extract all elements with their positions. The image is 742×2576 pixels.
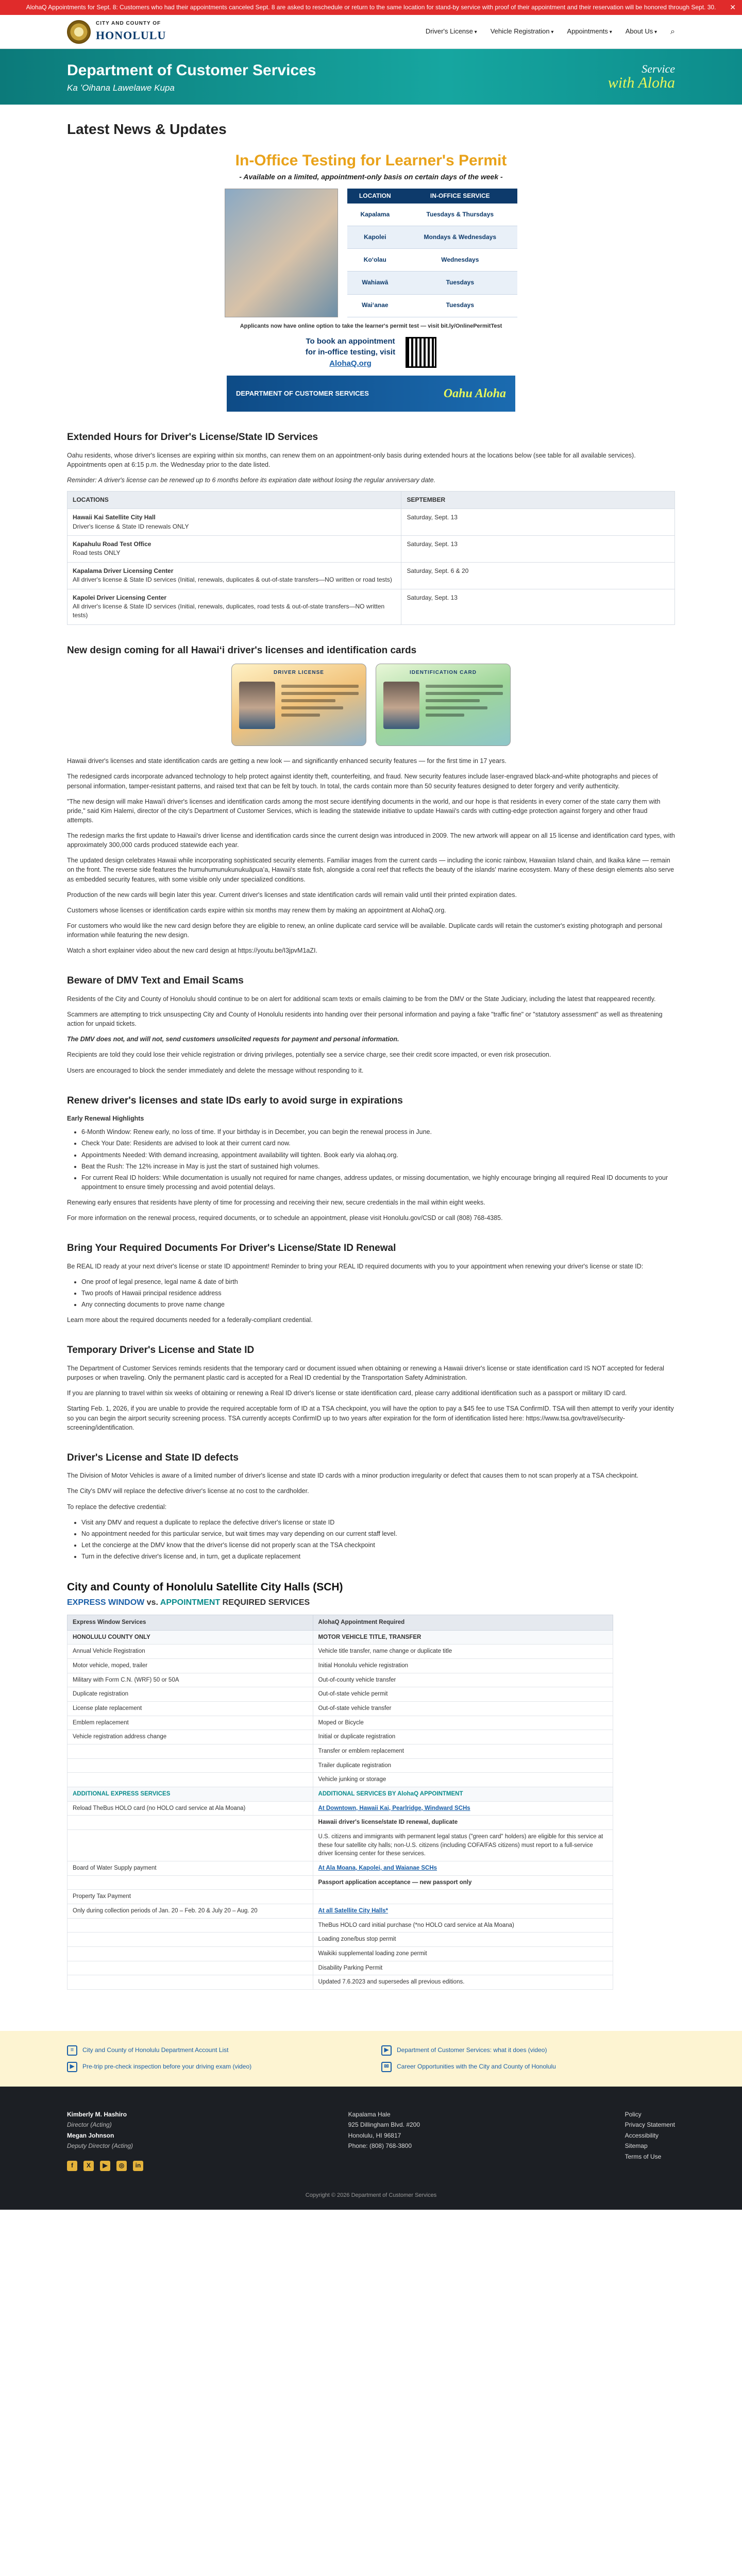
- footer-directors: Kimberly M. Hashiro Director (Acting) Megan Johnson Deputy Director (Acting) f X ▶ ◎ in: [67, 2109, 143, 2171]
- top-navigation: [0, 15, 742, 49]
- table-cell: Military with Form C.N. (WRF) 50 or 50A: [68, 1673, 313, 1687]
- table-row: [68, 1701, 613, 1716]
- footer-link[interactable]: Privacy Statement: [625, 2121, 675, 2129]
- table-header: Express Window Services: [68, 1615, 313, 1630]
- table-cell: Moped or Bicycle: [313, 1716, 613, 1730]
- table-row: [68, 1861, 613, 1875]
- table-row: [68, 1645, 613, 1659]
- table-cell: Vehicle registration address change: [68, 1730, 313, 1744]
- paragraph: The Division of Motor Vehicles is aware of a limited number of driver's license and state ID cards with a minor production irregularity or defect that causes them to not scan properly at a TSA checkpoint.: [67, 1472, 638, 1480]
- highlights-title: Early Renewal Highlights: [67, 1115, 144, 1123]
- table-header: LOCATION: [347, 189, 403, 204]
- flyer-booking: To book an appointment for in-office testing, visit AlohaQ.org: [211, 336, 531, 369]
- flyer-title: In-Office Testing for Learner's Permit: [235, 151, 507, 169]
- table-cell: At all Satellite City Halls*: [313, 1904, 613, 1918]
- close-icon[interactable]: ✕: [730, 3, 736, 11]
- table-cell: Out-of-state vehicle permit: [313, 1687, 613, 1702]
- table-row: Kapalama Tuesdays & Thursdays: [347, 204, 517, 226]
- table-header: LOCATIONS: [68, 491, 401, 509]
- table-row: [68, 1975, 613, 1990]
- table-cell: Annual Vehicle Registration: [68, 1645, 313, 1659]
- table-cell: Out-of-state vehicle transfer: [313, 1701, 613, 1716]
- table-header: IN-OFFICE SERVICE: [403, 189, 517, 204]
- list-item: • For current Real ID holders: While documentation is usually not required for name changes, address updates, or missing documentation, we highly encourage bringing all required Real ID documents to your appointment to ensure timely processing and avoid potential delays.: [81, 1173, 675, 1192]
- paragraph: "The new design will make Hawai'i driver's licenses and identification cards among the most secure identifying documents in the world, and our hope is that residents in every corner of the state carry them with pride," said Kim Halemi, director of the city's Department of Customer Services, which is leading the statewide initiative to update Hawaii's cards with cutting-edge protection against forgery and other fraud attempts.: [67, 798, 661, 824]
- table-row: Koʻolau Wednesdays: [347, 249, 517, 272]
- section-title-required-documents: Bring Your Required Documents For Driver's License/State ID Renewal: [67, 1243, 396, 1254]
- table-row: [68, 1918, 613, 1933]
- table-cell: Transfer or emblem replacement: [313, 1744, 613, 1758]
- table-cell: [68, 1961, 313, 1975]
- flyer-availability: - Available on a limited, appointment-only basis on certain days of the week -: [239, 173, 503, 181]
- paragraph: For more information on the renewal process, required documents, or to schedule an appointment, please visit Honolulu.gov/CSD or call (808) 768-4385.: [67, 1214, 503, 1222]
- social-links: [67, 2161, 143, 2171]
- link-pretrip-video[interactable]: ▶ Pre-trip pre-check inspection before your driving exam (video): [67, 2062, 361, 2072]
- list-item: • Two proofs of Hawaii principal residence address: [81, 1289, 675, 1298]
- site-footer: [0, 2087, 742, 2210]
- city-seal-icon: [67, 20, 91, 44]
- table-row: [68, 1801, 613, 1816]
- table-cell: Waikiki supplemental loading zone permit: [313, 1946, 613, 1961]
- section-title-scams: Beware of DMV Text and Email Scams: [67, 975, 244, 987]
- x-icon[interactable]: X: [83, 2161, 94, 2171]
- flyer-schedule-table: [347, 189, 517, 317]
- section-title-renew-early: Renew driver's licenses and state IDs early to avoid surge in expirations: [67, 1095, 403, 1106]
- table-cell: ADDITIONAL SERVICES BY AlohaQ APPOINTMENT: [313, 1787, 613, 1801]
- table-row: Kapalama Driver Licensing Center All driver's license & State ID services (Initial, renewals, duplicates & out-of-state transfers—NO written or road tests) Saturday, Sept. 6 & 20: [68, 562, 675, 589]
- table-cell: [68, 1933, 313, 1947]
- table-cell: MOTOR VEHICLE TITLE, TRANSFER: [313, 1630, 613, 1645]
- table-row: [68, 1773, 613, 1787]
- flyer-photo: [225, 189, 338, 317]
- table-cell: TheBus HOLO card initial purchase (*no HOLO card service at Ala Moana): [313, 1918, 613, 1933]
- instagram-icon[interactable]: ◎: [116, 2161, 127, 2171]
- paragraph: For customers who would like the new card design before they are eligible to renew, an online duplicate card service will be available. Duplicate cards will retain the customer's existing photograph and personal information while featuring the new design.: [67, 922, 663, 939]
- hero-banner: [0, 49, 742, 105]
- alert-text: AlohaQ Appointments for Sept. 8: Customers who had their appointments canceled Sept. 8 are asked to reschedule or return to the same location for stand-by service with proof of their appointment and their reservation will be honored through Sept. 30.: [26, 4, 716, 11]
- table-row: Kapahulu Road Test Office Road tests ONLY Saturday, Sept. 13: [68, 536, 675, 563]
- flyer-note: Applicants now have online option to take the learner's permit test — visit bit.ly/OnlinePermitTest: [240, 323, 502, 329]
- table-cell: [68, 1758, 313, 1773]
- play-icon: ▶: [67, 2062, 77, 2072]
- paragraph: The updated design celebrates Hawaii while incorporating sophisticated security elements. Familiar images from the current cards — including the iconic rainbow, Hawaiian Island chain, and Ikaika kāne — remain on the front. The reverse side features the humuhumunukunukuāpuaʻa, Hawaii's state fish, alongside a coral reef that reflects the beauty of the islands' marine ecosystem. Many of these design elements also serve as embedded security features, with some visible only under specialized conditions.: [67, 857, 674, 883]
- table-row: [68, 1687, 613, 1702]
- driver-license-card-image: DRIVER LICENSE: [231, 664, 366, 746]
- brand-line2: HONOLULU: [96, 29, 166, 42]
- list-item: • Beat the Rush: The 12% increase in May is just the start of sustained high volumes.: [81, 1162, 675, 1171]
- footer-policy-links: [625, 2109, 675, 2171]
- table-row: [68, 1890, 613, 1904]
- table-row: [68, 1744, 613, 1758]
- license-card-images: [67, 664, 675, 746]
- extended-hours-table: [67, 491, 675, 625]
- table-cell: Vehicle junking or storage: [313, 1773, 613, 1787]
- table-row: Kapolei Mondays & Wednesdays: [347, 226, 517, 249]
- table-cell: At Ala Moana, Kapolei, and Waianae SCHs: [313, 1861, 613, 1875]
- table-row: [68, 1875, 613, 1890]
- learner-permit-flyer: [211, 149, 531, 412]
- paragraph: The redesign marks the first update to Hawaii's driver license and identification cards since the current design was introduced in 2009. The new artwork will appear on all 15 license and identification card types, with approximately 300,000 cards produced statewide each year.: [67, 832, 675, 849]
- table-row: [68, 1904, 613, 1918]
- brand-line1: CITY AND COUNTY OF: [96, 20, 161, 26]
- paragraph: Customers whose licenses or identification cards expire within six months may renew them by making an appointment at AlohaQ.org.: [67, 906, 446, 914]
- sch-services-table: [67, 1615, 613, 1990]
- table-row: Kapolei Driver Licensing Center All driver's license & State ID services (Initial, renewals, duplicates, road tests & out-of-state transfers—NO written tests) Saturday, Sept. 13: [68, 589, 675, 624]
- table-cell: [68, 1744, 313, 1758]
- list-item: • Check Your Date: Residents are advised to look at their current card now.: [81, 1139, 675, 1148]
- table-cell: Passport application acceptance — new passport only: [313, 1875, 613, 1890]
- table-cell: Disability Parking Permit: [313, 1961, 613, 1975]
- section-title-new-design: New design coming for all Hawaiʻi driver's licenses and identification cards: [67, 645, 417, 656]
- highlights-list: [81, 1127, 675, 1192]
- paragraph: The Department of Customer Services reminds residents that the temporary card or document issued when obtaining or renewing a Hawaii driver's license or state identification card IS NOT accepted for federal purposes or when traveling. Only the permanent plastic card is accepted for a Real ID credential by the Transportation Safety Administration.: [67, 1365, 664, 1382]
- table-row: [68, 1716, 613, 1730]
- footer-link[interactable]: Sitemap: [625, 2142, 648, 2150]
- paragraph: Scammers are attempting to trick unsuspecting City and County of Honolulu residents into handing over their personal information and paying a fake "traffic fine" or "statutory assessment" as well as threatening action for unpaid tickets.: [67, 1011, 663, 1028]
- nav-vehicle-registration[interactable]: Vehicle Registration ▾: [491, 27, 554, 37]
- table-row: Wahiawā Tuesdays: [347, 272, 517, 294]
- paragraph: Users are encouraged to block the sender immediately and delete the message without responding to it.: [67, 1066, 364, 1074]
- table-cell: Hawaii driver's license/state ID renewal, duplicate: [313, 1816, 613, 1830]
- section-title-extended-hours: Extended Hours for Driver's License/State ID Services: [67, 431, 318, 443]
- table-cell: [68, 1975, 313, 1990]
- link-account-list[interactable]: ≡ City and County of Honolulu Department Account List: [67, 2045, 361, 2056]
- table-cell: Out-of-county vehicle transfer: [313, 1673, 613, 1687]
- section-title-temporary-license: Temporary Driver's License and State ID: [67, 1345, 255, 1356]
- list-item: • One proof of legal presence, legal name & date of birth: [81, 1277, 675, 1286]
- table-row: [68, 1829, 613, 1861]
- footer-link[interactable]: Policy: [625, 2110, 642, 2118]
- nav-appointments[interactable]: Appointments ▾: [567, 27, 612, 37]
- table-cell: At Downtown, Hawaii Kai, Pearlridge, Windward SCHs: [313, 1801, 613, 1816]
- qr-code-icon: [406, 337, 436, 368]
- table-cell: Board of Water Supply payment: [68, 1861, 313, 1875]
- page-title: Latest News & Updates: [67, 121, 227, 138]
- table-cell: [68, 1829, 313, 1861]
- mail-icon: ✉: [381, 2062, 392, 2072]
- table-cell: Duplicate registration: [68, 1687, 313, 1702]
- table-row: [68, 1933, 613, 1947]
- facebook-icon[interactable]: f: [67, 2161, 77, 2171]
- table-cell: HONOLULU COUNTY ONLY: [68, 1630, 313, 1645]
- paragraph: If you are planning to travel within six weeks of obtaining or renewing a Real ID driver's license or state identification card, please carry additional identification such as a passport or military ID card.: [67, 1389, 627, 1397]
- list-item: • Appointments Needed: With demand increasing, appointment availability will tighten. Book early via alohaq.org.: [81, 1150, 675, 1160]
- paragraph: Watch a short explainer video about the new card design at https://youtu.be/I3jpvM1aZI.: [67, 947, 317, 955]
- table-cell: [68, 1773, 313, 1787]
- table-cell: Property Tax Payment: [68, 1890, 313, 1904]
- section-title-satellite-city-halls: City and County of Honolulu Satellite City Halls (SCH): [67, 1581, 343, 1594]
- list-item: • 6-Month Window: Renew early, no loss of time. If your birthday is in December, you can begin the renewal process in June.: [81, 1127, 675, 1137]
- paragraph: The redesigned cards incorporate advanced technology to help protect against identity theft, counterfeiting, and fraud. New security features include laser-engraved black-and-white photographs and pieces of personal information, tamper-resistant patterns, and raised text that can be felt by touch. In total, the cards contain more than 50 security features designed to deter forgery and verify authenticity.: [67, 773, 658, 790]
- main-content: [67, 105, 675, 2010]
- paragraph: Oahu residents, whose driver's licenses are expiring within six months, can renew them on an appointment-only basis during extended hours at the locations below (see table for all available services). Appointments open at 6:15 p.m. the Wednesday prior to the date listed.: [67, 451, 636, 468]
- table-cell: [313, 1890, 613, 1904]
- defects-steps-list: [81, 1518, 675, 1562]
- main-menu: [426, 26, 675, 38]
- table-cell: Updated 7.6.2023 and supersedes all previous editions.: [313, 1975, 613, 1990]
- quick-links-band: [0, 2031, 742, 2087]
- table-cell: U.S. citizens and immigrants with permanent legal status ("green card" holders) are eligible for this service at these four satellite city halls; non-U.S. citizens (including COFA/FAS citizens) must report to a full-service driver licensing center for these services.: [313, 1829, 613, 1861]
- required-docs-list: [81, 1277, 675, 1309]
- linkedin-icon[interactable]: in: [133, 2161, 143, 2171]
- department-title: Department of Customer Services: [67, 62, 316, 79]
- paragraph: Be REAL ID ready at your next driver's license or state ID appointment! Reminder to bring your REAL ID required documents with you to your appointment when renewing your driver's license or state ID:: [67, 1262, 644, 1270]
- footer-link[interactable]: Terms of Use: [625, 2153, 662, 2160]
- reminder-text: Reminder: A driver's license can be renewed up to 6 months before its expiration date without losing the regular anniversary date.: [67, 476, 436, 484]
- table-row: [68, 1630, 613, 1645]
- table-cell: Trailer duplicate registration: [313, 1758, 613, 1773]
- paragraph: Starting Feb. 1, 2026, if you are unable to provide the required acceptable form of ID at a TSA checkpoint, you will have the option to pay a $45 fee to use TSA ConfirmID. TSA will then attempt to verify your identity so you can begin the airport security screening process. TSA currently accepts ConfirmID up to two years after expiration for the form of identification listed here: https://www.tsa.gov/travel/security-screening/identification.: [67, 1405, 674, 1431]
- table-cell: Reload TheBus HOLO card (no HOLO card service at Ala Moana): [68, 1801, 313, 1816]
- service-with-aloha-logo: Service with Aloha: [608, 62, 675, 92]
- table-cell: [68, 1918, 313, 1933]
- table-cell: Loading zone/bus stop permit: [313, 1933, 613, 1947]
- alert-banner: [0, 0, 742, 15]
- paragraph: Production of the new cards will begin later this year. Current driver's licenses and state identification cards will remain valid until their printed expiration dates.: [67, 891, 517, 899]
- link-careers[interactable]: ✉ Career Opportunities with the City and County of Honolulu: [381, 2062, 675, 2072]
- footer-address: Kapalama Hale 925 Dillingham Blvd. #200 Honolulu, HI 96817 Phone: (808) 768-3800: [348, 2110, 420, 2150]
- table-row: [68, 1961, 613, 1975]
- youtube-icon[interactable]: ▶: [100, 2161, 110, 2171]
- paragraph: Residents of the City and County of Honolulu should continue to be on alert for additional scam texts or emails claiming to be from the DMV or the State Judiciary, including the latest that reappeared recently.: [67, 995, 656, 1003]
- nav-about-us[interactable]: About Us ▾: [626, 27, 657, 37]
- site-brand[interactable]: [67, 20, 166, 44]
- table-cell: ADDITIONAL EXPRESS SERVICES: [68, 1787, 313, 1801]
- table-cell: Emblem replacement: [68, 1716, 313, 1730]
- department-subtitle: Ka ʻOihana Lawelawe Kupa: [67, 82, 175, 93]
- table-cell: Motor vehicle, moped, trailer: [68, 1658, 313, 1673]
- table-row: Hawaii Kai Satellite City Hall Driver's license & State ID renewals ONLY Saturday, Sept. 13: [68, 509, 675, 536]
- table-cell: License plate replacement: [68, 1701, 313, 1716]
- table-row: [68, 1787, 613, 1801]
- table-cell: [68, 1816, 313, 1830]
- nav-drivers-license[interactable]: Driver's License ▾: [426, 27, 477, 37]
- alohaq-link[interactable]: AlohaQ.org: [329, 359, 372, 368]
- table-row: [68, 1758, 613, 1773]
- table-header: SEPTEMBER: [401, 491, 675, 509]
- table-row: [68, 1946, 613, 1961]
- table-row: [68, 1658, 613, 1673]
- table-cell: [68, 1946, 313, 1961]
- paragraph: Renewing early ensures that residents have plenty of time for processing and receiving their new, secure credentials in the mail within eight weeks.: [67, 1199, 485, 1207]
- list-item: • Any connecting documents to prove name change: [81, 1300, 675, 1309]
- paragraph: The City's DMV will replace the defective driver's license at no cost to the cardholder.: [67, 1487, 309, 1495]
- table-cell: Vehicle title transfer, name change or duplicate title: [313, 1645, 613, 1659]
- paragraph: Learn more about the required documents needed for a federally-compliant credential.: [67, 1316, 313, 1324]
- footer-link[interactable]: Accessibility: [625, 2131, 659, 2139]
- table-row: [68, 1730, 613, 1744]
- paragraph: To replace the defective credential:: [67, 1503, 167, 1511]
- flyer-footer-banner: DEPARTMENT OF CUSTOMER SERVICES Oahu Aloha: [227, 376, 515, 412]
- sch-subtitle: EXPRESS WINDOW vs. APPOINTMENT REQUIRED SERVICES: [67, 1598, 310, 1607]
- table-row: [68, 1816, 613, 1830]
- list-item: • Turn in the defective driver's license and, in turn, get a duplicate replacement: [81, 1552, 675, 1561]
- search-icon[interactable]: ⌕: [670, 27, 675, 37]
- table-cell: Initial or duplicate registration: [313, 1730, 613, 1744]
- paragraph: Recipients are told they could lose their vehicle registration or driving privileges, potentially see a service charge, see their credit score impacted, or even risk prosecution.: [67, 1051, 551, 1059]
- list-icon: ≡: [67, 2045, 77, 2056]
- section-title-defects: Driver's License and State ID defects: [67, 1452, 239, 1463]
- list-item: • Let the concierge at the DMV know that the driver's license did not properly scan at the TSA checkpoint: [81, 1540, 675, 1550]
- table-row: [68, 1673, 613, 1687]
- table-header: AlohaQ Appointment Required: [313, 1615, 613, 1630]
- scam-warning: The DMV does not, and will not, send customers unsolicited requests for payment and personal information.: [67, 1036, 399, 1043]
- copyright: Copyright © 2026 Department of Customer Services: [305, 2192, 437, 2198]
- table-cell: Only during collection periods of Jan. 20 – Feb. 20 & July 20 – Aug. 20: [68, 1904, 313, 1918]
- identification-card-image: IDENTIFICATION CARD: [376, 664, 511, 746]
- link-csd-video[interactable]: ▶ Department of Customer Services: what it does (video): [381, 2045, 675, 2056]
- table-row: Waiʻanae Tuesdays: [347, 294, 517, 317]
- list-item: • Visit any DMV and request a duplicate to replace the defective driver's license or state ID: [81, 1518, 675, 1527]
- table-cell: [68, 1875, 313, 1890]
- list-item: • No appointment needed for this particular service, but wait times may vary depending on our current staff level.: [81, 1529, 675, 1538]
- play-icon: ▶: [381, 2045, 392, 2056]
- paragraph: Hawaii driver's licenses and state identification cards are getting a new look — and significantly enhanced security features — for the first time in 17 years.: [67, 757, 507, 765]
- table-cell: Initial Honolulu vehicle registration: [313, 1658, 613, 1673]
